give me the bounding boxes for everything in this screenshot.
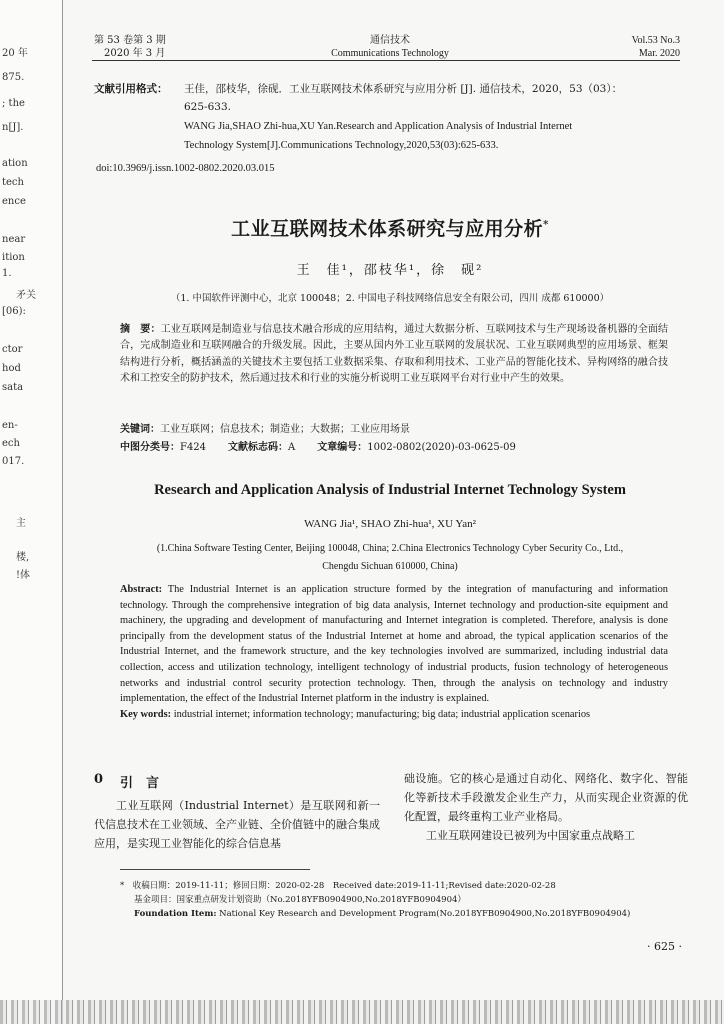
margin-bleed-fragment: 楼, bbox=[16, 552, 30, 563]
facing-page-margin bbox=[0, 0, 62, 1024]
body-right-paragraph-1: 础设施。它的核心是通过自动化、网络化、数字化、智能化等新技术手段激发企业生产力，从而实现企业资源的优化配置，最终重构工业产业格局。 bbox=[404, 772, 688, 823]
doi: doi:10.3969/j.issn.1002-0802.2020.03.015 bbox=[96, 163, 275, 174]
authors-cn: 王 佳¹，邵枝华¹，徐 砚² bbox=[296, 263, 484, 278]
footnote-received: * 收稿日期：2019-11-11；修回日期：2020-02-28 Received date:2019-11-11;Revised date:2020-02-28 bbox=[120, 881, 556, 891]
paper-title-en: Research and Application Analysis of Industrial Internet Technology System bbox=[154, 482, 626, 498]
scan-bottom-edge bbox=[0, 1000, 724, 1024]
section-number: 0 bbox=[94, 772, 104, 787]
abstract-cn-text: 工业互联网是制造业与信息技术融合形成的应用结构，通过大数据分析、互联网技术与生产现场设备机器的全面结合，完成制造业和互联网融合的升级发展。因此，主要从国内外工业互联网的发展状况、工业互联网典型的应用场景、框架结构进行分析，概括涵盖的关键技术主要包括工业数据采集、存取和利用技术、工业产品的智能化技术、异构网络的融合技术和工控安全的防护技术，然后通过技术和行业的实施分析说明工业互联网平台对行业中产生的效果。 bbox=[120, 324, 669, 385]
margin-bleed-fragment: ation bbox=[2, 158, 28, 169]
affiliation-en: (1.China Software Testing Center, Beijing 100048, China; 2.China Electronics Technology Cyber Security Co., Ltd., Chengdu Sichuan 610000, China) bbox=[156, 543, 624, 572]
margin-bleed-fragment: ctor bbox=[2, 344, 23, 355]
margin-bleed-fragment: [06): bbox=[2, 306, 26, 317]
authors-en: WANG Jia¹, SHAO Zhi-hua¹, XU Yan² bbox=[304, 518, 476, 530]
body-left-column: 工业互联网（Industrial Internet）是互联网和新一代信息技术在工业领域、全产业链、全价值链中的融合集成应用，是实现工业智能化的综合信息基 bbox=[94, 799, 380, 850]
margin-bleed-fragment: 017. bbox=[2, 456, 25, 467]
citation-cn-line1: 王佳，邵枝华，徐砚．工业互联网技术体系研究与应用分析 [J]. 通信技术，2020，53（03）： bbox=[184, 83, 623, 95]
body-right-paragraph-2: 工业互联网建设已被列为中国家重点战略工 bbox=[426, 829, 635, 842]
affiliation-cn: （1. 中国软件评测中心，北京 100048；2. 中国电子科技网络信息安全有限公司，四川 成都 610000） bbox=[170, 293, 610, 304]
margin-bleed-fragment: !体 bbox=[16, 570, 31, 581]
margin-bleed-fragment: tech bbox=[2, 177, 24, 188]
margin-bleed-fragment: 矛关 bbox=[16, 290, 36, 301]
margin-bleed-fragment: n[J]. bbox=[2, 122, 24, 133]
header-volume-en: Vol.53 No.3 bbox=[631, 35, 680, 46]
margin-bleed-fragment: hod bbox=[2, 363, 21, 374]
title-footnote-mark: * bbox=[543, 219, 549, 231]
citation-en-line2: Technology System[J].Communications Technology,2020,53(03):625-633. bbox=[184, 140, 499, 151]
citation-en-line1: WANG Jia,SHAO Zhi-hua,XU Yan.Research and Application Analysis of Industrial Internet bbox=[184, 121, 573, 132]
margin-bleed-fragment: sata bbox=[2, 382, 24, 393]
header-date-cn: 2020 年 3 月 bbox=[104, 48, 166, 59]
header-journal-cn: 通信技术 bbox=[370, 35, 410, 46]
margin-bleed-fragment: near bbox=[2, 234, 26, 245]
margin-bleed-fragment: ech bbox=[2, 438, 20, 449]
page-number: · 625 · bbox=[647, 940, 682, 953]
margin-bleed-fragment: ; the bbox=[2, 98, 25, 109]
classification-cn: 中图分类号：F424 文献标志码：A 文章编号：1002-0802(2020)-03-0625-09 bbox=[120, 442, 516, 453]
page-fold-line bbox=[62, 0, 63, 1024]
abstract-cn bbox=[120, 322, 668, 388]
citation-label: 文献引用格式： bbox=[94, 83, 168, 95]
keywords-cn: 关键词：工业互联网；信息技术；制造业；大数据；工业应用场景 bbox=[120, 424, 410, 435]
paper-title-cn: 工业互联网技术体系研究与应用分析* bbox=[231, 218, 549, 240]
footnote-rule bbox=[120, 869, 310, 870]
margin-bleed-fragment: ence bbox=[2, 196, 26, 207]
footnote-fund-en: Foundation Item: National Key Research and Development Program(No.2018YFB0904900,No.2018YFB0904904) bbox=[134, 909, 631, 919]
margin-bleed-fragment: 主 bbox=[16, 518, 26, 529]
abstract-en: Abstract: The Industrial Internet is an application structure formed by the integration of manufacturing and information technology. Through the comprehensive integration of big data analysis, Internet technology and production-site equipment and machinery, the upgrading and development of manufacturing and Internet integration is completed. Therefore, analysis is done principally from the development status of the Industrial Internet at home and abroad, the typical application scenarios of the Industrial Internet, and the framework structure, and the key technologies involved are summarized, including industrial data collection, access and utilization technology, intelligent technology of industrial products, fusion technology of heterogeneous networks and industrial control security protection technology. Then, through the analysis on technology and industry implementation, the effect of the Industrial Internet platform in the industry is explained. Key words: industrial internet; information technology; manufacturing; big data; industrial application scenarios bbox=[120, 584, 668, 720]
margin-bleed-fragment: 20 年 bbox=[2, 48, 28, 59]
citation-cn-line2: 625-633. bbox=[184, 101, 231, 113]
margin-bleed-fragment: ition bbox=[2, 252, 25, 263]
header-volume-cn: 第 53 卷第 3 期 bbox=[94, 35, 166, 46]
abstract-cn-label: 摘 要： bbox=[120, 324, 161, 335]
margin-bleed-fragment: 875. bbox=[2, 72, 25, 83]
header-date-en: Mar. 2020 bbox=[638, 48, 680, 59]
header-rule bbox=[92, 60, 680, 61]
margin-bleed-fragment: 1. bbox=[2, 268, 12, 279]
section-title: 引 言 bbox=[120, 776, 160, 791]
header-journal-en: Communications Technology bbox=[331, 48, 449, 59]
footnote-fund-cn: 基金项目：国家重点研发计划资助（No.2018YFB0904900,No.2018YFB0904904） bbox=[134, 895, 466, 905]
margin-bleed-fragment: en- bbox=[2, 420, 18, 431]
